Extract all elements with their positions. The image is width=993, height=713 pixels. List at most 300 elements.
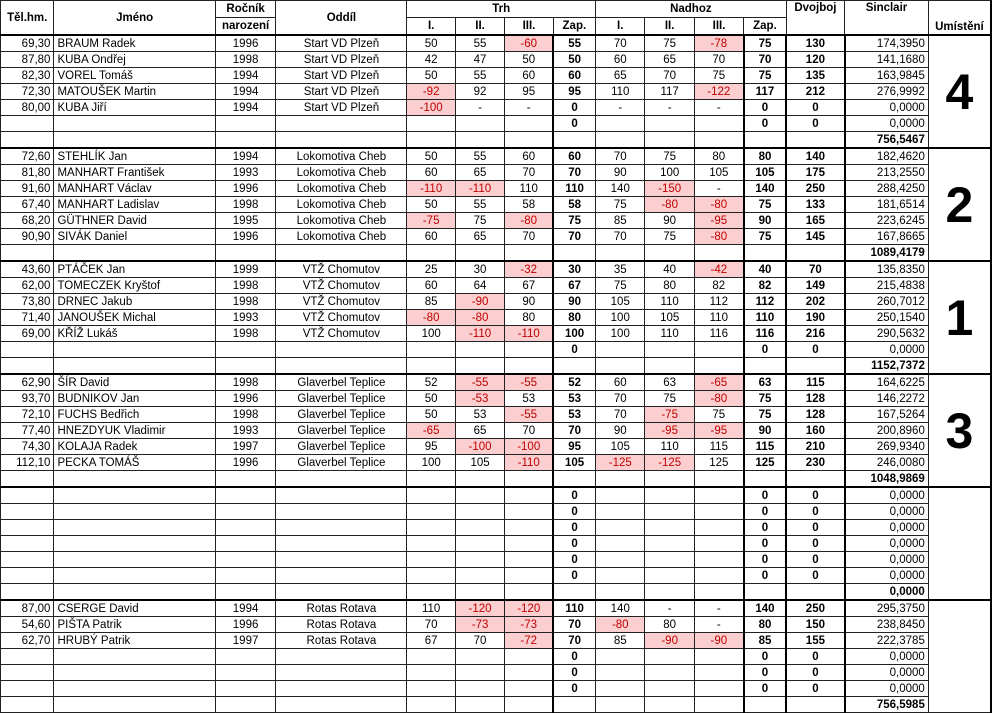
team-total-row [1, 245, 992, 262]
athlete-name-cell [54, 568, 215, 584]
empty-cell [215, 697, 276, 713]
cleanjerk-attempt-cell: 100 [645, 165, 694, 181]
cleanjerk-attempt-cell: 110 [645, 439, 694, 455]
sinclair-cell: 0,0000 [845, 681, 929, 697]
athlete-name-cell: CSERGE David [54, 600, 215, 617]
body-weight-cell [1, 665, 54, 681]
total-cell: 230 [786, 455, 844, 471]
empty-cell [407, 245, 455, 262]
cleanjerk-best-cell: 115 [744, 439, 786, 455]
cleanjerk-attempt-cell: 80 [694, 148, 743, 165]
athlete-row [1, 665, 992, 681]
birth-year-cell: 1997 [215, 439, 276, 455]
athlete-name-cell: HRUBÝ Patrik [54, 633, 215, 649]
cleanjerk-best-cell: 80 [744, 148, 786, 165]
cleanjerk-attempt-cell: 75 [645, 148, 694, 165]
snatch-attempt-cell [505, 520, 553, 536]
club-cell: VTŽ Chomutov [276, 326, 407, 342]
snatch-attempt-cell: 50 [407, 35, 455, 52]
header-total: Dvojboj [786, 1, 844, 36]
snatch-best-cell: 105 [553, 455, 595, 471]
empty-cell [744, 358, 786, 375]
header-snatch-att3: III. [505, 18, 553, 36]
athlete-row [1, 552, 992, 568]
snatch-attempt-cell [505, 342, 553, 358]
sinclair-cell: 0,0000 [845, 504, 929, 520]
snatch-best-cell: 0 [553, 520, 595, 536]
athlete-row [1, 294, 992, 310]
cleanjerk-best-cell: 63 [744, 374, 786, 391]
athlete-row [1, 649, 992, 665]
club-cell: Lokomotiva Cheb [276, 165, 407, 181]
cleanjerk-attempt-cell: -90 [694, 633, 743, 649]
empty-cell [1, 245, 54, 262]
athlete-row [1, 35, 992, 52]
empty-cell [596, 584, 645, 601]
total-cell: 155 [786, 633, 844, 649]
snatch-attempt-cell: 42 [407, 52, 455, 68]
athlete-name-cell: FUCHS Bedřich [54, 407, 215, 423]
cleanjerk-best-cell: 112 [744, 294, 786, 310]
snatch-best-cell: 95 [553, 84, 595, 100]
empty-cell [54, 245, 215, 262]
empty-cell [505, 132, 553, 149]
cleanjerk-attempt-cell: 85 [596, 633, 645, 649]
snatch-attempt-cell: 55 [455, 197, 504, 213]
snatch-best-cell: 70 [553, 229, 595, 245]
athlete-name-cell [54, 487, 215, 504]
birth-year-cell: 1993 [215, 310, 276, 326]
cleanjerk-attempt-cell: 80 [645, 617, 694, 633]
sinclair-cell: 276,9992 [845, 84, 929, 100]
header-weight: Těl.hm. [1, 1, 54, 36]
total-cell: 150 [786, 617, 844, 633]
empty-cell [215, 358, 276, 375]
cleanjerk-attempt-cell: 82 [694, 278, 743, 294]
snatch-attempt-cell [505, 665, 553, 681]
cleanjerk-attempt-cell: 116 [694, 326, 743, 342]
total-cell: 128 [786, 407, 844, 423]
cleanjerk-attempt-cell: 110 [694, 310, 743, 326]
cleanjerk-attempt-cell: 105 [694, 165, 743, 181]
total-cell: 135 [786, 68, 844, 84]
empty-cell [645, 584, 694, 601]
athlete-row [1, 68, 992, 84]
empty-cell [786, 471, 844, 488]
club-cell: Glaverbel Teplice [276, 423, 407, 439]
body-weight-cell: 77,40 [1, 423, 54, 439]
cleanjerk-attempt-cell: 90 [645, 213, 694, 229]
snatch-attempt-cell: -60 [505, 35, 553, 52]
cleanjerk-attempt-cell: 105 [596, 439, 645, 455]
snatch-best-cell: 0 [553, 504, 595, 520]
sinclair-cell: 213,2550 [845, 165, 929, 181]
empty-cell [744, 697, 786, 713]
body-weight-cell: 62,70 [1, 633, 54, 649]
empty-cell [553, 358, 595, 375]
empty-cell [786, 697, 844, 713]
cleanjerk-attempt-cell: -80 [694, 229, 743, 245]
snatch-best-cell: 70 [553, 423, 595, 439]
athlete-row [1, 600, 992, 617]
empty-cell [276, 697, 407, 713]
total-cell: 130 [786, 35, 844, 52]
cleanjerk-attempt-cell: 105 [645, 310, 694, 326]
birth-year-cell: 1994 [215, 100, 276, 116]
snatch-attempt-cell: 95 [505, 84, 553, 100]
snatch-attempt-cell: 58 [505, 197, 553, 213]
snatch-best-cell: 0 [553, 552, 595, 568]
cleanjerk-attempt-cell [645, 487, 694, 504]
cleanjerk-best-cell: 75 [744, 229, 786, 245]
athlete-row [1, 536, 992, 552]
empty-cell [505, 471, 553, 488]
cleanjerk-attempt-cell [645, 665, 694, 681]
empty-cell [1, 132, 54, 149]
sinclair-cell: 290,5632 [845, 326, 929, 342]
total-cell: 175 [786, 165, 844, 181]
snatch-attempt-cell [505, 504, 553, 520]
snatch-attempt-cell [455, 487, 504, 504]
athlete-row [1, 504, 992, 520]
athlete-row [1, 633, 992, 649]
total-cell: 202 [786, 294, 844, 310]
snatch-attempt-cell: -73 [505, 617, 553, 633]
snatch-attempt-cell [407, 487, 455, 504]
club-cell: Glaverbel Teplice [276, 439, 407, 455]
snatch-attempt-cell [455, 536, 504, 552]
snatch-attempt-cell: 100 [407, 455, 455, 471]
team-total-row [1, 584, 992, 601]
athlete-name-cell [54, 681, 215, 697]
empty-cell [407, 584, 455, 601]
body-weight-cell [1, 536, 54, 552]
body-weight-cell [1, 504, 54, 520]
cleanjerk-attempt-cell: 70 [596, 407, 645, 423]
snatch-best-cell: 53 [553, 391, 595, 407]
header-name: Jméno [54, 1, 215, 36]
sinclair-cell: 0,0000 [845, 649, 929, 665]
snatch-attempt-cell [455, 681, 504, 697]
athlete-name-cell: MANHART František [54, 165, 215, 181]
athlete-name-cell: MATOUŠEK Martin [54, 84, 215, 100]
cleanjerk-attempt-cell [596, 487, 645, 504]
total-cell: 216 [786, 326, 844, 342]
body-weight-cell: 43,60 [1, 261, 54, 278]
body-weight-cell [1, 568, 54, 584]
team-place-cell [928, 600, 991, 713]
empty-cell [505, 245, 553, 262]
sinclair-cell: 246,0080 [845, 455, 929, 471]
athlete-name-cell: TOMECZEK Kryštof [54, 278, 215, 294]
empty-cell [54, 132, 215, 149]
body-weight-cell: 68,20 [1, 213, 54, 229]
club-cell [276, 681, 407, 697]
club-cell: Glaverbel Teplice [276, 374, 407, 391]
athlete-name-cell: DRNEC Jakub [54, 294, 215, 310]
snatch-attempt-cell [407, 552, 455, 568]
team-place-cell: 1 [928, 261, 991, 374]
sinclair-cell: 141,1680 [845, 52, 929, 68]
athlete-name-cell: MANHART Václav [54, 181, 215, 197]
empty-cell [645, 697, 694, 713]
club-cell: Rotas Rotava [276, 600, 407, 617]
snatch-attempt-cell [505, 568, 553, 584]
cleanjerk-best-cell: 0 [744, 681, 786, 697]
total-cell: 165 [786, 213, 844, 229]
snatch-attempt-cell: 110 [407, 600, 455, 617]
empty-cell [455, 132, 504, 149]
cleanjerk-attempt-cell: -95 [694, 213, 743, 229]
cleanjerk-best-cell: 0 [744, 520, 786, 536]
snatch-attempt-cell: 60 [505, 68, 553, 84]
cleanjerk-attempt-cell [645, 342, 694, 358]
cleanjerk-attempt-cell: -95 [645, 423, 694, 439]
empty-cell [596, 471, 645, 488]
cleanjerk-attempt-cell [596, 520, 645, 536]
cleanjerk-attempt-cell [645, 649, 694, 665]
sinclair-cell: 222,3785 [845, 633, 929, 649]
header-cleanjerk-best: Zap. [744, 18, 786, 36]
snatch-attempt-cell: 100 [407, 326, 455, 342]
snatch-attempt-cell: 67 [407, 633, 455, 649]
cleanjerk-attempt-cell: 75 [596, 278, 645, 294]
cleanjerk-attempt-cell [645, 568, 694, 584]
athlete-name-cell: MANHART Ladislav [54, 197, 215, 213]
empty-cell [694, 697, 743, 713]
snatch-attempt-cell [455, 520, 504, 536]
empty-cell [553, 245, 595, 262]
team-total-cell: 756,5467 [845, 132, 929, 149]
cleanjerk-best-cell: 75 [744, 35, 786, 52]
cleanjerk-best-cell: 0 [744, 665, 786, 681]
birth-year-cell [215, 487, 276, 504]
snatch-attempt-cell: 50 [407, 68, 455, 84]
empty-cell [215, 245, 276, 262]
body-weight-cell: 82,30 [1, 68, 54, 84]
cleanjerk-attempt-cell: -42 [694, 261, 743, 278]
birth-year-cell: 1998 [215, 197, 276, 213]
cleanjerk-attempt-cell: -80 [694, 197, 743, 213]
empty-cell [505, 697, 553, 713]
total-cell: 0 [786, 665, 844, 681]
cleanjerk-attempt-cell [596, 568, 645, 584]
sinclair-cell: 269,9340 [845, 439, 929, 455]
cleanjerk-attempt-cell [694, 681, 743, 697]
club-cell: Start VD Plzeň [276, 84, 407, 100]
birth-year-cell: 1998 [215, 278, 276, 294]
empty-cell [694, 245, 743, 262]
cleanjerk-attempt-cell: -125 [596, 455, 645, 471]
cleanjerk-attempt-cell: - [645, 600, 694, 617]
birth-year-cell: 1994 [215, 600, 276, 617]
snatch-attempt-cell [505, 487, 553, 504]
empty-cell [505, 358, 553, 375]
body-weight-cell [1, 342, 54, 358]
cleanjerk-attempt-cell: - [694, 600, 743, 617]
snatch-attempt-cell: -80 [505, 213, 553, 229]
athlete-name-cell [54, 536, 215, 552]
club-cell: Start VD Plzeň [276, 52, 407, 68]
team-total-cell: 1152,7372 [845, 358, 929, 375]
snatch-attempt-cell: 55 [455, 68, 504, 84]
cleanjerk-attempt-cell: 70 [596, 148, 645, 165]
snatch-attempt-cell: 95 [407, 439, 455, 455]
total-cell: 250 [786, 600, 844, 617]
snatch-attempt-cell: 65 [455, 165, 504, 181]
cleanjerk-attempt-cell: 105 [596, 294, 645, 310]
club-cell [276, 568, 407, 584]
cleanjerk-attempt-cell: -80 [596, 617, 645, 633]
sinclair-cell: 0,0000 [845, 487, 929, 504]
snatch-attempt-cell: 53 [455, 407, 504, 423]
sinclair-cell: 288,4250 [845, 181, 929, 197]
cleanjerk-attempt-cell: - [596, 100, 645, 116]
club-cell: Lokomotiva Cheb [276, 229, 407, 245]
snatch-attempt-cell: -32 [505, 261, 553, 278]
birth-year-cell [215, 552, 276, 568]
snatch-attempt-cell [455, 649, 504, 665]
sinclair-cell: 223,6245 [845, 213, 929, 229]
cleanjerk-best-cell: 0 [744, 552, 786, 568]
cleanjerk-attempt-cell [694, 649, 743, 665]
birth-year-cell [215, 681, 276, 697]
athlete-name-cell: JANOUŠEK Michal [54, 310, 215, 326]
body-weight-cell: 72,60 [1, 148, 54, 165]
sinclair-cell: 146,2272 [845, 391, 929, 407]
body-weight-cell: 62,90 [1, 374, 54, 391]
snatch-attempt-cell [407, 536, 455, 552]
snatch-attempt-cell: -110 [505, 455, 553, 471]
cleanjerk-best-cell: 0 [744, 504, 786, 520]
body-weight-cell [1, 520, 54, 536]
snatch-attempt-cell: -53 [455, 391, 504, 407]
athlete-row [1, 197, 992, 213]
body-weight-cell: 67,40 [1, 197, 54, 213]
snatch-best-cell: 80 [553, 310, 595, 326]
birth-year-cell: 1993 [215, 423, 276, 439]
athlete-row [1, 407, 992, 423]
athlete-name-cell: SIVÁK Daniel [54, 229, 215, 245]
birth-year-cell: 1998 [215, 52, 276, 68]
birth-year-cell: 1998 [215, 407, 276, 423]
snatch-attempt-cell: -110 [455, 326, 504, 342]
body-weight-cell: 54,60 [1, 617, 54, 633]
sinclair-cell: 167,8665 [845, 229, 929, 245]
body-weight-cell: 71,40 [1, 310, 54, 326]
snatch-attempt-cell [455, 665, 504, 681]
club-cell: Start VD Plzeň [276, 35, 407, 52]
snatch-attempt-cell: 30 [455, 261, 504, 278]
empty-cell [694, 471, 743, 488]
athlete-name-cell: PECKA TOMÁŠ [54, 455, 215, 471]
empty-cell [645, 245, 694, 262]
club-cell: Glaverbel Teplice [276, 407, 407, 423]
snatch-attempt-cell: -55 [505, 374, 553, 391]
total-cell: 149 [786, 278, 844, 294]
empty-cell [455, 471, 504, 488]
cleanjerk-attempt-cell [645, 681, 694, 697]
cleanjerk-attempt-cell: 100 [596, 310, 645, 326]
club-cell [276, 520, 407, 536]
snatch-attempt-cell: -73 [455, 617, 504, 633]
athlete-row [1, 617, 992, 633]
athlete-row [1, 310, 992, 326]
snatch-best-cell: 70 [553, 617, 595, 633]
snatch-attempt-cell: 50 [505, 52, 553, 68]
cleanjerk-attempt-cell: 63 [645, 374, 694, 391]
team-place-cell [928, 487, 991, 600]
empty-cell [1, 697, 54, 713]
empty-cell [596, 132, 645, 149]
empty-cell [744, 584, 786, 601]
snatch-best-cell: 75 [553, 213, 595, 229]
total-cell: 0 [786, 536, 844, 552]
body-weight-cell: 87,80 [1, 52, 54, 68]
sinclair-cell: 163,9845 [845, 68, 929, 84]
snatch-attempt-cell: 50 [407, 391, 455, 407]
snatch-attempt-cell [455, 116, 504, 132]
cleanjerk-attempt-cell: - [694, 617, 743, 633]
cleanjerk-attempt-cell [694, 487, 743, 504]
cleanjerk-best-cell: 0 [744, 342, 786, 358]
club-cell: Lokomotiva Cheb [276, 197, 407, 213]
athlete-row [1, 326, 992, 342]
empty-cell [276, 584, 407, 601]
snatch-attempt-cell [455, 504, 504, 520]
empty-cell [215, 584, 276, 601]
athlete-row [1, 181, 992, 197]
snatch-attempt-cell [407, 504, 455, 520]
cleanjerk-attempt-cell: 65 [645, 52, 694, 68]
snatch-attempt-cell: 25 [407, 261, 455, 278]
sinclair-cell: 0,0000 [845, 536, 929, 552]
athlete-name-cell [54, 520, 215, 536]
sinclair-cell: 250,1540 [845, 310, 929, 326]
sinclair-cell: 238,8450 [845, 617, 929, 633]
empty-cell [786, 358, 844, 375]
cleanjerk-best-cell: 116 [744, 326, 786, 342]
team-total-row [1, 132, 992, 149]
total-cell: 0 [786, 342, 844, 358]
snatch-attempt-cell: 53 [505, 391, 553, 407]
birth-year-cell: 1996 [215, 455, 276, 471]
cleanjerk-best-cell: 40 [744, 261, 786, 278]
athlete-name-cell [54, 649, 215, 665]
snatch-best-cell: 0 [553, 665, 595, 681]
athlete-name-cell: BRAUM Radek [54, 35, 215, 52]
empty-cell [596, 697, 645, 713]
snatch-best-cell: 0 [553, 536, 595, 552]
empty-cell [786, 132, 844, 149]
cleanjerk-attempt-cell: 140 [596, 600, 645, 617]
total-cell: 0 [786, 649, 844, 665]
snatch-attempt-cell: -90 [455, 294, 504, 310]
total-cell: 0 [786, 552, 844, 568]
total-cell: 0 [786, 487, 844, 504]
body-weight-cell: 91,60 [1, 181, 54, 197]
sinclair-cell: 0,0000 [845, 665, 929, 681]
cleanjerk-attempt-cell [645, 116, 694, 132]
cleanjerk-attempt-cell [694, 536, 743, 552]
empty-cell [215, 471, 276, 488]
cleanjerk-attempt-cell [645, 536, 694, 552]
sinclair-cell: 295,3750 [845, 600, 929, 617]
birth-year-cell [215, 116, 276, 132]
cleanjerk-best-cell: 140 [744, 181, 786, 197]
snatch-attempt-cell: 55 [455, 35, 504, 52]
snatch-best-cell: 0 [553, 649, 595, 665]
